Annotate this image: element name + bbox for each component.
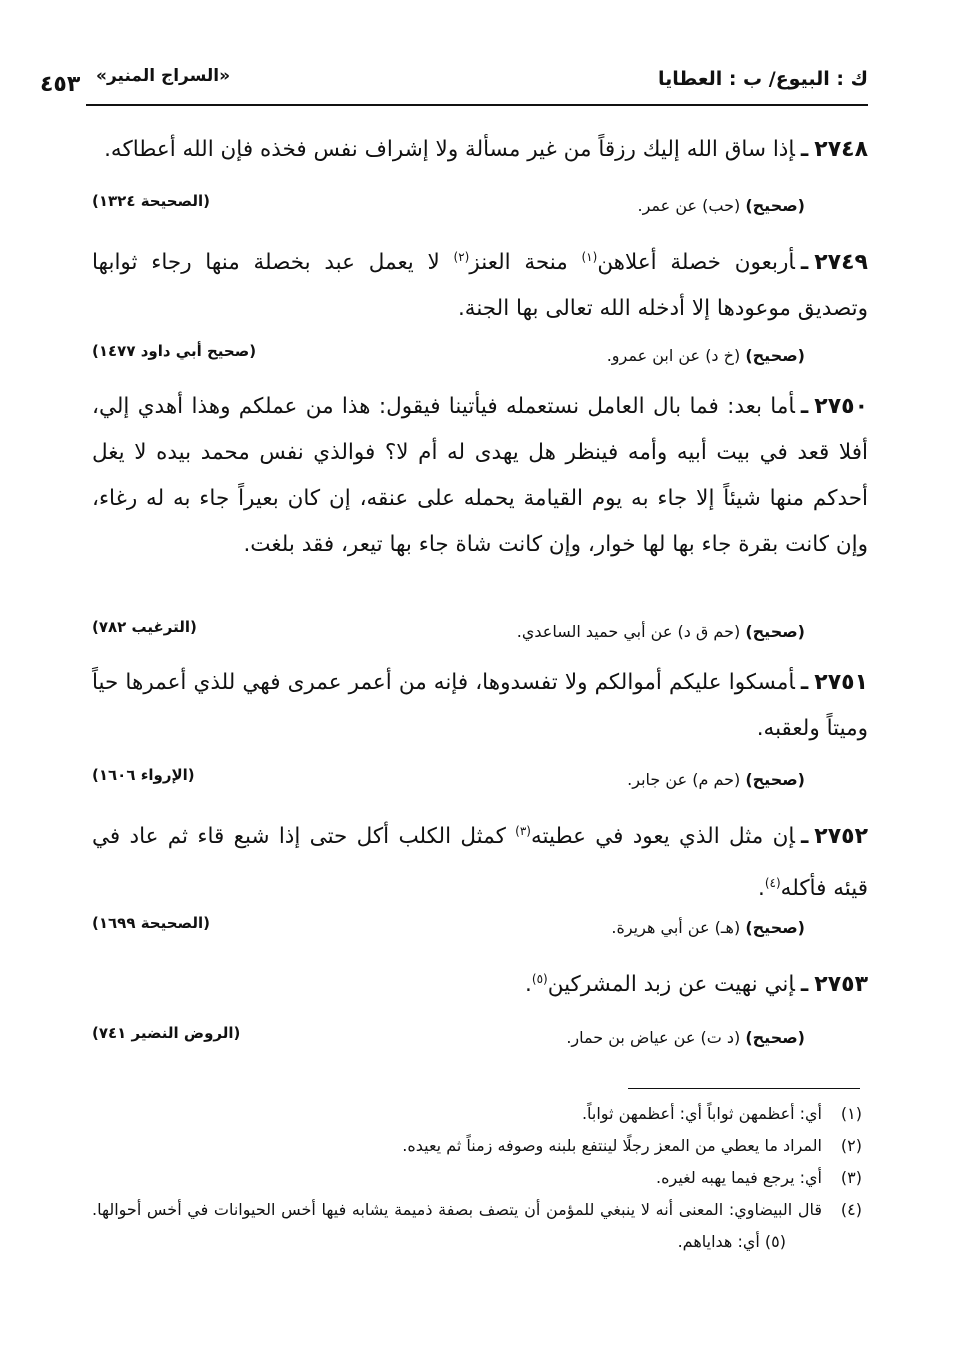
hadith-reference: (الصحيحة ١٣٢٤) xyxy=(92,192,210,210)
hadith-source: (صحيح) (خ د) عن ابن عمرو. xyxy=(606,346,805,365)
footnote-item: (٤) قال البيضاوي: المعنى أنه لا ينبغي للمؤمن أن يتصف بصفة ذميمة يشابه فيها أخس الحيوانات في أخس أحوالها. (٥) أي: هداياهم. xyxy=(92,1200,862,1251)
hadith-2752: ٢٧٥٢ـإن مثل الذي يعود في عطيته$^{(٣)}$ كمثل الكلب أكل حتى إذا شبع قاء ثم عاد في قيئه فأكله$^{(٤)}$. xyxy=(92,824,869,902)
hadith-number: ٢٧٤٨ xyxy=(814,137,868,162)
page-header xyxy=(40,62,868,106)
footnote-ref[interactable]: (٥) xyxy=(531,972,548,986)
footnote-item: (٣) أي: يرجع فيما يهبه لغيره. xyxy=(656,1168,862,1187)
page-number: ٤٥٣ xyxy=(40,72,81,97)
hadith-2750: ٢٧٥٠ـأما بعد: فما بال العامل نستعمله فيأتينا فيقول: هذا من عملكم وهذا أهدي إلي، أفلا قعد في بيت أبيه وأمه فينظر هل يهدى له أم لا؟ فوالذي نفس محمد بيده لا يغل أحدكم منها شيئاً إلا جاء به يوم القيامة يحمله على عنقه، إن كان بعيراً جاء به له رغاء، وإن كانت بقرة جاء بها لها خوار، وإن كانت شاة جاء بها تيعر، فقد بلغت. xyxy=(92,394,868,557)
hadith-number: ٢٧٥١ xyxy=(814,670,868,695)
hadith-2753: ٢٧٥٣ـإني نهيت عن زبد المشركين$^{(٥)}$. xyxy=(525,972,868,998)
hadith-2748: ٢٧٤٨ـإذا ساق الله إليك رزقاً من غير مسألة ولا إشراف نفس فخذه فإن الله أعطاكه. xyxy=(104,137,868,162)
footnote-rule xyxy=(628,1088,860,1089)
hadith-reference: (الترغيب ٧٨٢) xyxy=(92,618,197,636)
footnote-ref[interactable]: (٤) xyxy=(764,876,781,891)
hadith-number: ٢٧٥٢ xyxy=(814,824,869,850)
footnote-item: (٢) المراد ما يعطي من المعز رجلًا لينتفع بلبنه وصوفه زمناً ثم يعيده. xyxy=(402,1136,862,1155)
hadith-text: أما بعد: فما بال العامل نستعمله فيأتينا فيقول: هذا من عملكم وهذا أهدي إلي، أفلا قعد في بيت أبيه وأمه فينظر هل يهدى له أم لا؟ فوالذي نفس محمد بيده لا يغل أحدكم منها شيئاً إلا جاء به يوم القيامة يحمله على عنقه، إن كان بعيراً جاء به له رغاء، وإن كانت بقرة جاء بها لها خوار، وإن كانت شاة جاء بها تيعر، فقد بلغت. xyxy=(92,394,868,557)
hadith-text: أمسكوا عليكم أموالكم ولا تفسدوها، فإنه من أعمر عمرى فهي للذي أعمرها حياً وميتاً ولعقبه. xyxy=(92,670,868,741)
chapter-title: ك : البيوع/ ب : العطايا xyxy=(657,68,868,90)
hadith-number: ٢٧٥٠ xyxy=(814,394,868,419)
hadith-reference: (صحيح أبي داود ١٤٧٧) xyxy=(92,342,257,360)
hadith-number: ٢٧٤٩ xyxy=(814,250,868,276)
hadith-source: (صحيح) (حم ق د) عن أبي حميد الساعدي. xyxy=(516,622,805,641)
hadith-source: (صحيح) (حم م) عن جابر. xyxy=(627,770,805,789)
hadith-reference: (الصحيحة ١٦٩٩) xyxy=(92,914,210,932)
footnote-ref[interactable]: (٢) xyxy=(453,250,470,264)
footnotes xyxy=(92,1098,862,1258)
hadith-number: ٢٧٥٣ xyxy=(814,972,868,998)
footnote-ref[interactable]: (١) xyxy=(581,250,598,264)
hadith-source: (صحيح) (حب) عن عمر. xyxy=(637,196,805,215)
hadith-source: (صحيح) (هـ) عن أبي هريرة. xyxy=(611,918,805,937)
book-title: «السراج المنير» xyxy=(96,66,231,86)
hadith-2749: ٢٧٤٩ـأربعون خصلة أعلاهن$^{(١)}$ منحة العنز$^{(٢)}$ لا يعمل عبد بخصلة منها رجاء ثوابها وتصديق موعودها إلا أدخله الله تعالى بها الجنة. xyxy=(92,250,868,322)
header-rule xyxy=(86,104,868,106)
hadith-source: (صحيح) (د ت) عن عياض بن حمار. xyxy=(566,1028,805,1047)
hadith-reference: (الروض النضير ٧٤١) xyxy=(92,1024,241,1042)
hadith-text: إذا ساق الله إليك رزقاً من غير مسألة ولا إشراف نفس فخذه فإن الله أعطاكه. xyxy=(104,137,795,162)
hadith-reference: (الإرواء ١٦٠٦) xyxy=(92,766,195,784)
footnote-item: (١) أي: أعظمهن ثواباً أي: أعظمهن ثواباً. xyxy=(581,1104,862,1123)
hadith-2751: ٢٧٥١ـأمسكوا عليكم أموالكم ولا تفسدوها، فإنه من أعمر عمرى فهي للذي أعمرها حياً وميتاً ولعقبه. xyxy=(92,670,868,741)
footnote-ref[interactable]: (٣) xyxy=(515,824,531,838)
